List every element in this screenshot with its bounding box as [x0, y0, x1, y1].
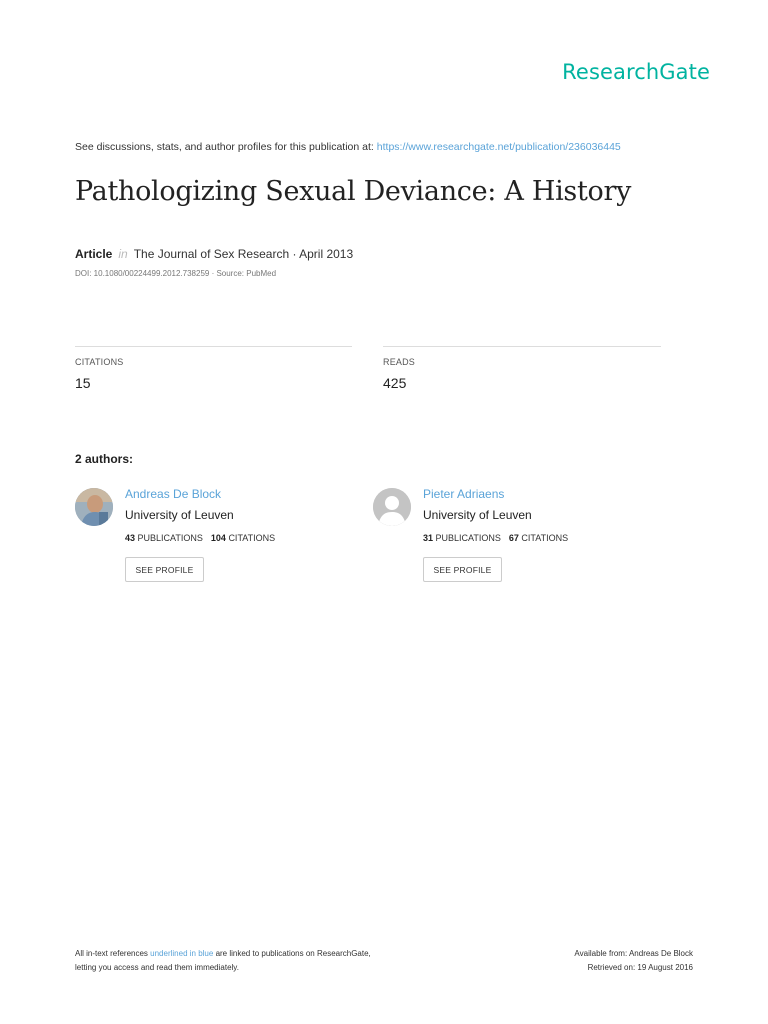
footer-note-line2: letting you access and read them immediately. [75, 963, 239, 972]
author-citations-label: CITATIONS [521, 533, 569, 543]
publication-url-link[interactable]: https://www.researchgate.net/publication/236036445 [376, 141, 621, 153]
publication-title: Pathologizing Sexual Deviance: A History [75, 176, 632, 207]
publications-count: 31 [423, 533, 434, 543]
author-photo-icon [75, 488, 113, 526]
author-institution: University of Leuven [423, 508, 532, 522]
publication-type: Article [75, 247, 113, 261]
footer-note-prefix: All in-text references [75, 949, 148, 958]
author-card [75, 487, 375, 597]
journal-date: The Journal of Sex Research · April 2013 [133, 247, 354, 261]
author-name-link[interactable]: Andreas De Block [125, 487, 222, 501]
author-avatar[interactable] [75, 488, 113, 526]
retrieved-on: Retrieved on: 19 August 2016 [587, 963, 693, 972]
publications-label: PUBLICATIONS [137, 533, 203, 543]
reads-value: 425 [383, 375, 407, 391]
discussion-line [75, 141, 621, 153]
citations-label: CITATIONS [75, 357, 124, 367]
authors-heading: 2 authors: [75, 452, 134, 466]
in-word: in [118, 247, 128, 261]
author-card [373, 487, 673, 597]
author-citations-label: CITATIONS [228, 533, 276, 543]
see-profile-button[interactable]: SEE PROFILE [125, 557, 204, 582]
footer-note-suffix: are linked to publications on ResearchGate, [215, 949, 371, 958]
doi-line: DOI: 10.1080/00224499.2012.738259 · Source: PubMed [75, 269, 277, 278]
author-counts [423, 533, 568, 543]
citations-value: 15 [75, 375, 91, 391]
see-profile-button[interactable]: SEE PROFILE [423, 557, 502, 582]
user-placeholder-icon [373, 488, 411, 526]
citations-stat [75, 346, 352, 391]
author-institution: University of Leuven [125, 508, 234, 522]
author-counts [125, 533, 275, 543]
author-name-link[interactable]: Pieter Adriaens [423, 487, 505, 501]
reads-label: READS [383, 357, 416, 367]
author-citations-count: 67 [508, 533, 519, 543]
author-citations-count: 104 [210, 533, 226, 543]
publication-meta [75, 247, 353, 261]
underlined-in-blue-link[interactable]: underlined in blue [150, 949, 214, 958]
footer-reference-note [75, 947, 371, 975]
discussion-text: See discussions, stats, and author profiles for this publication at: [75, 141, 374, 153]
footer-availability [574, 947, 693, 975]
author-avatar[interactable] [373, 488, 411, 526]
reads-stat [383, 346, 661, 391]
publications-label: PUBLICATIONS [435, 533, 501, 543]
researchgate-logo[interactable]: ResearchGate [562, 60, 710, 84]
available-from: Available from: Andreas De Block [574, 949, 693, 958]
publications-count: 43 [125, 533, 136, 543]
